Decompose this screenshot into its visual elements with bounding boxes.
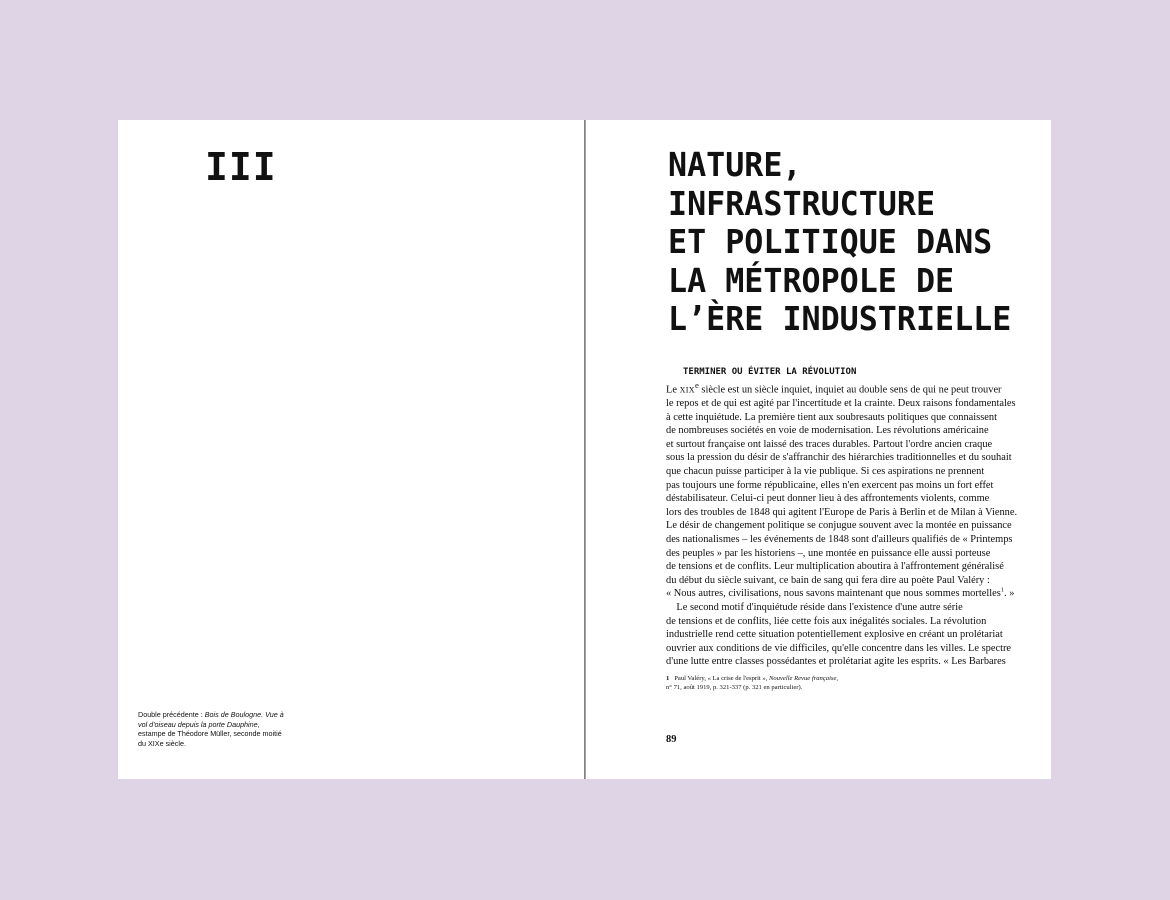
- body-line: de nombreuses sociétés en voie de modernisation. Les révolutions américaine: [666, 425, 989, 437]
- body-line: à cette inquiétude. La première tient aux soubresauts politiques que connaissent: [666, 411, 997, 423]
- left-page: [118, 120, 584, 779]
- body-line: des nationalismes – les événements de 1848 sont d'ailleurs qualifiés de « Printemps: [666, 534, 1013, 545]
- chapter-title-line: NATURE,: [668, 145, 802, 184]
- superscript: e: [694, 380, 699, 390]
- part-number: III: [205, 145, 277, 189]
- body-line: que chacun puisse participer à la vie publique. Si ces aspirations ne prennent: [666, 466, 985, 478]
- caption-title: Bois de Boulogne. Vue à vol d'oiseau depuis la porte Dauphine: [138, 710, 284, 729]
- body-line: ouvrier aux conditions de vie difficiles, qu'elle concentre dans les villes. Le spectre: [666, 642, 1012, 654]
- body-line: déstabilisateur. Celui-ci peut donner lieu à des affrontements violents, comme: [666, 493, 990, 505]
- journal-title: Nouvelle Revue française: [769, 675, 837, 682]
- footnote-reference[interactable]: 1: [1000, 586, 1005, 594]
- right-page: [586, 120, 1051, 779]
- body-line: pas toujours une forme républicaine, elles n'en exercent pas moins un fort effet: [666, 479, 994, 491]
- body-line: Le désir de changement politique se conjugue souvent avec la montée en puissance: [666, 520, 1012, 532]
- page-number: 89: [666, 734, 677, 745]
- body-line: Le second motif d'inquiétude réside dans l'existence d'une autre série: [666, 601, 963, 613]
- section-heading: TERMINER OU ÉVITER LA RÉVOLUTION: [683, 367, 857, 377]
- caption-suffix: , estampe de Théodore Müller, seconde moitié du XIXe siècle.: [138, 719, 282, 748]
- chapter-title-line: ET POLITIQUE DANS: [668, 222, 993, 261]
- body-line: des peuples » par les historiens –, une montée en puissance elle aussi porteuse: [666, 547, 991, 559]
- body-line: Le XIXe siècle est un siècle inquiet, inquiet au double sens de qui ne peut trouver: [666, 380, 1002, 396]
- body-line: d'une lutte entre classes possédantes et prolétariat agite les esprits. « Les Barbares: [666, 656, 1006, 668]
- body-line: le repos et de qui est agité par l'incertitude et la crainte. Deux raisons fondamentales: [666, 398, 1016, 410]
- footnote-line: 1 Paul Valéry, « La crise de l'esprit », Nouvelle Revue française,: [666, 675, 839, 682]
- body-line: de tensions et de conflits, liée cette fois aux inégalités sociales. La révolution: [666, 615, 987, 627]
- footnote: [666, 674, 966, 693]
- footnote-line: n° 71, août 1919, p. 321-337 (p. 321 en particulier).: [666, 684, 803, 692]
- chapter-title-line: LA MÉTROPOLE DE: [668, 260, 955, 300]
- image-caption: [138, 710, 288, 748]
- body-line: et surtout française ont laissé des traces durables. Partout l'ordre ancien craque: [666, 438, 993, 450]
- footnote-number: 1: [666, 675, 670, 682]
- body-line: sous la pression du désir de s'affranchir des hiérarchies traditionnelles et du souhait: [666, 452, 1012, 464]
- book-spread: [118, 120, 1051, 779]
- quote-line: « Nous autres, civilisations, nous savons maintenant que nous sommes mortelles$^1$. »: [666, 586, 1015, 600]
- body-line: de tensions et de conflits. Leur multiplication aboutira à l'affrontement généralisé: [666, 561, 1004, 573]
- chapter-title-line: L’ÈRE INDUSTRIELLE: [668, 299, 1012, 338]
- chapter-title: [668, 146, 1011, 339]
- body-line: du début du siècle suivant, ce bain de sang qui fera dire au poète Paul Valéry :: [666, 574, 990, 586]
- chapter-title-line: INFRASTRUCTURE: [668, 183, 936, 223]
- century-smallcaps: XIX: [679, 385, 695, 395]
- caption-prefix: Double précédente :: [138, 710, 205, 719]
- body-line: industrielle rend cette situation potentiellement explosive en créant un prolétariat: [666, 629, 1003, 641]
- body-line: lors des troubles de 1848 qui agitent l'Europe de Paris à Berlin et de Milan à Vienne.: [666, 506, 1018, 518]
- body-text: [666, 379, 1026, 669]
